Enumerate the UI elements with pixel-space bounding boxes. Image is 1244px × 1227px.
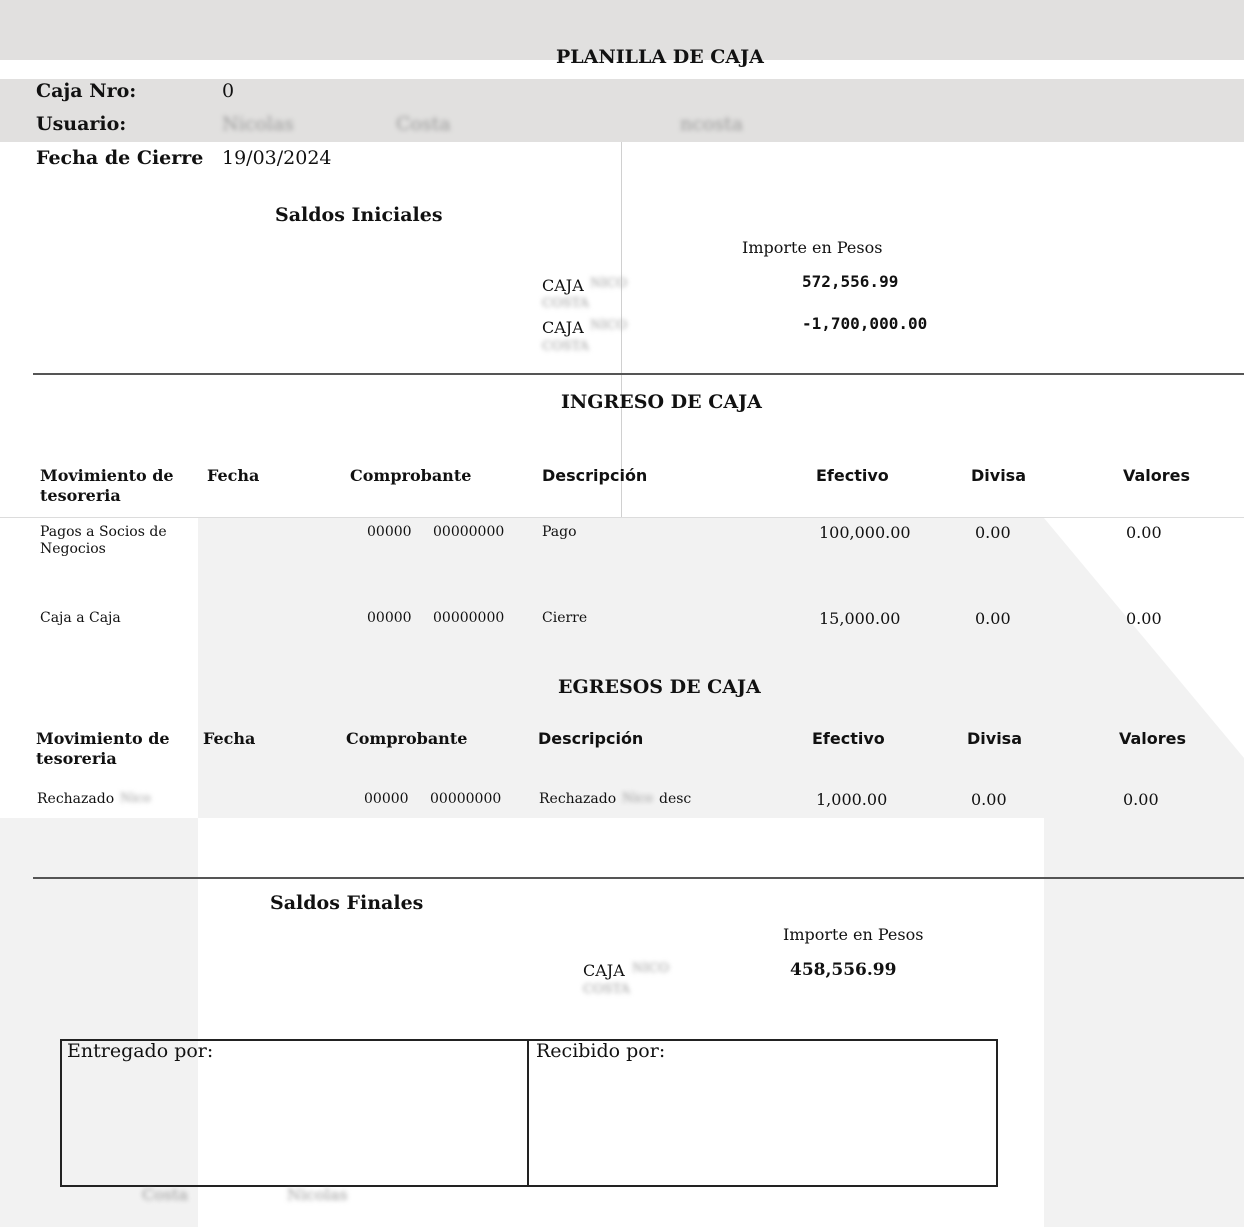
cell-efectivo: 1,000.00: [816, 790, 888, 809]
egresos-heading: EGRESOS DE CAJA: [558, 676, 761, 698]
cell-movimiento: Pagos a Socios de: [40, 524, 167, 540]
col-header-descripcion: Descripción: [538, 729, 644, 748]
col-header-efectivo: Efectivo: [812, 729, 885, 748]
cell-movimiento-name: Nico: [120, 791, 151, 806]
col-header-comprobante: Comprobante: [350, 466, 472, 485]
col-header-valores: Valores: [1123, 466, 1191, 485]
bg-shade-mid: [198, 518, 1044, 818]
col-header-movimiento: tesoreria: [36, 749, 117, 768]
signature-divider: [527, 1039, 529, 1185]
col-header-fecha: Fecha: [207, 466, 260, 485]
cell-divisa: 0.00: [971, 790, 1007, 809]
cell-movimiento: Caja a Caja: [40, 610, 121, 626]
entregado-por-label: Entregado por:: [67, 1040, 214, 1062]
col-header-divisa: Divisa: [967, 729, 1022, 748]
firma-apellido: Costa: [142, 1185, 189, 1204]
usuario-username: ncosta: [680, 113, 744, 135]
col-header-descripcion: Descripción: [542, 466, 648, 485]
cell-efectivo: 15,000.00: [819, 609, 901, 628]
section-divider: [33, 373, 1244, 375]
importe-pesos-label: Importe en Pesos: [783, 925, 924, 944]
cell-comprobante-punto: 00000: [367, 524, 412, 540]
saldo-final-caja: CAJA: [583, 961, 625, 980]
cell-descripcion-name: Nico: [622, 791, 653, 806]
caja-label: Caja Nro:: [36, 80, 137, 102]
cell-movimiento: Rechazado: [37, 791, 115, 807]
caja-value: 0: [222, 80, 235, 102]
section-divider: [33, 877, 1244, 879]
usuario-label: Usuario:: [36, 113, 127, 135]
usuario-first-name: Nicolas: [222, 113, 294, 135]
cell-valores: 0.00: [1126, 523, 1162, 542]
saldo-inicial-name: COSTA: [542, 339, 589, 354]
cell-divisa: 0.00: [975, 523, 1011, 542]
cell-descripcion-end: desc: [659, 791, 692, 807]
info-band: [0, 79, 1244, 142]
cell-comprobante-numero: 00000000: [433, 610, 505, 626]
saldo-inicial-amount: -1,700,000.00: [802, 314, 928, 333]
fecha-cierre-value: 19/03/2024: [222, 147, 332, 169]
saldos-finales-heading: Saldos Finales: [270, 892, 424, 914]
col-header-valores: Valores: [1119, 729, 1187, 748]
col-header-movimiento: Movimiento de: [40, 466, 174, 485]
cell-valores: 0.00: [1126, 609, 1162, 628]
cell-divisa: 0.00: [975, 609, 1011, 628]
header-rule: [0, 517, 1244, 518]
col-header-divisa: Divisa: [971, 466, 1026, 485]
cell-comprobante-numero: 00000000: [430, 791, 502, 807]
saldo-inicial-name: NICO: [590, 318, 628, 333]
saldo-final-amount: 458,556.99: [790, 960, 897, 980]
cell-comprobante-punto: 00000: [364, 791, 409, 807]
col-header-fecha: Fecha: [203, 729, 256, 748]
importe-pesos-label: Importe en Pesos: [742, 238, 883, 257]
usuario-last-name: Costa: [396, 113, 451, 135]
fecha-cierre-label: Fecha de Cierre: [36, 147, 204, 169]
col-header-efectivo: Efectivo: [816, 466, 889, 485]
page-title: PLANILLA DE CAJA: [556, 46, 764, 68]
saldo-inicial-name: COSTA: [542, 296, 589, 311]
saldo-inicial-amount: 572,556.99: [802, 272, 899, 291]
saldo-inicial-name: NICO: [590, 276, 628, 291]
ingreso-heading: INGRESO DE CAJA: [561, 391, 762, 413]
col-header-movimiento: tesoreria: [40, 486, 121, 505]
saldo-final-name: COSTA: [583, 982, 630, 997]
cell-comprobante-punto: 00000: [367, 610, 412, 626]
saldo-inicial-caja: CAJA: [542, 276, 584, 295]
cell-comprobante-numero: 00000000: [433, 524, 505, 540]
cell-valores: 0.00: [1123, 790, 1159, 809]
saldo-inicial-caja: CAJA: [542, 318, 584, 337]
cell-movimiento: Negocios: [40, 541, 106, 557]
cell-efectivo: 100,000.00: [819, 523, 911, 542]
cell-descripcion: Pago: [542, 524, 577, 540]
col-header-movimiento: Movimiento de: [36, 729, 170, 748]
saldos-iniciales-heading: Saldos Iniciales: [275, 204, 443, 226]
cell-descripcion: Rechazado: [539, 791, 617, 807]
firma-nombre: Nicolas: [287, 1185, 348, 1204]
saldo-final-name: NICO: [632, 961, 670, 976]
col-header-comprobante: Comprobante: [346, 729, 468, 748]
cell-descripcion: Cierre: [542, 610, 588, 626]
recibido-por-label: Recibido por:: [536, 1040, 666, 1062]
